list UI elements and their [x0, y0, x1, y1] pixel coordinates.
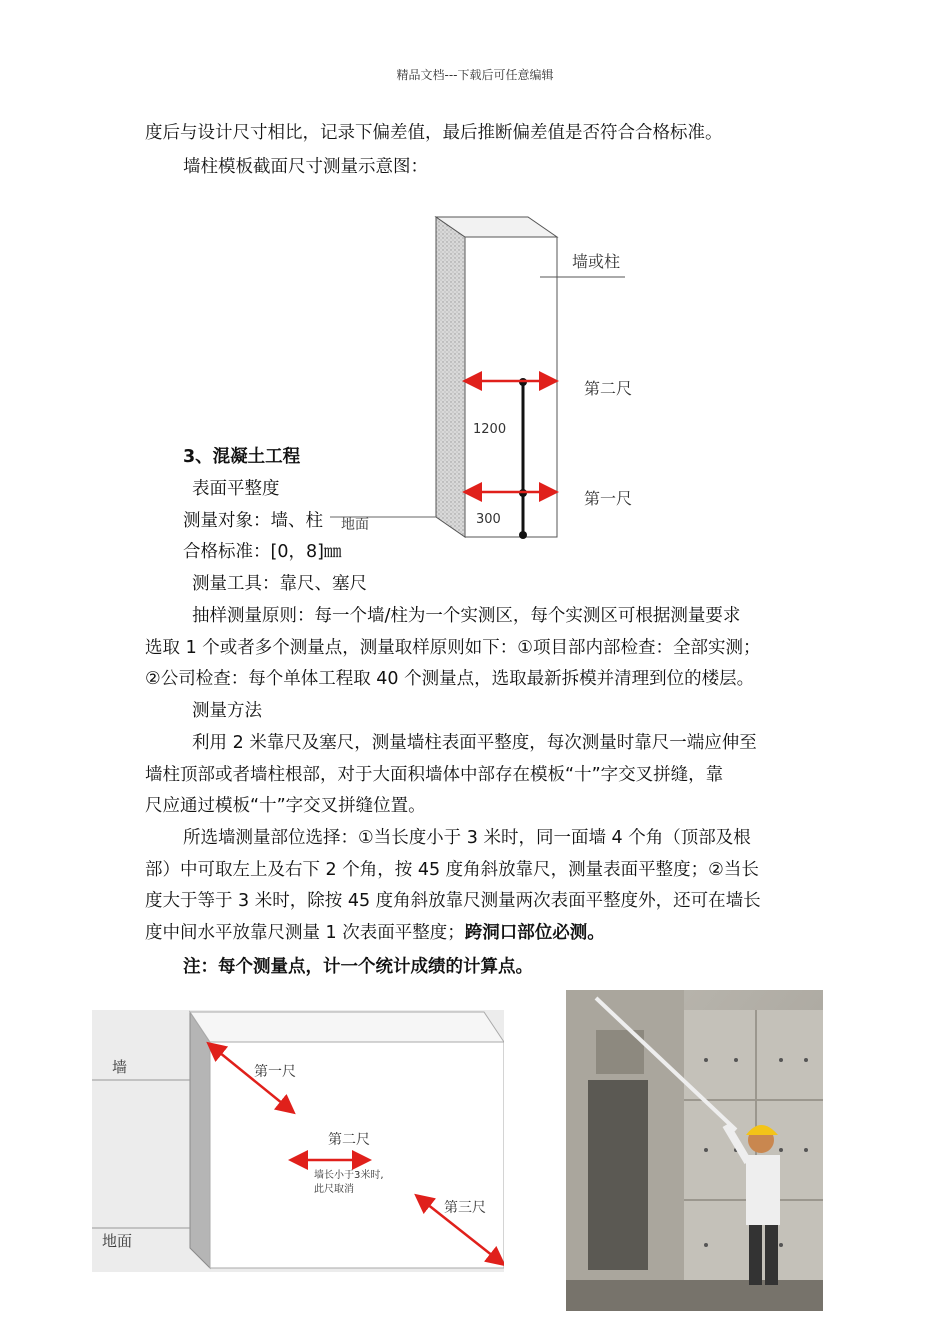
ruler2-note-line2: 此尺取消	[314, 1184, 354, 1195]
photo-illustration	[566, 990, 823, 1311]
paragraph-line: 选取 1 个或者多个测量点，测量取样原则如下：①项目部内部检查：全部实测；	[145, 638, 761, 658]
label-wall-or-column: 墙或柱	[572, 252, 621, 271]
paragraph-line: 抽样测量原则：每一个墙/柱为一个实测区，每个实测区可根据测量要求	[192, 606, 741, 626]
label-ruler3: 第三尺	[444, 1200, 486, 1216]
label-ruler1: 第一尺	[254, 1064, 296, 1080]
label-ruler1: 第一尺	[584, 489, 633, 508]
paragraph-line: 墙柱顶部或者墙柱根部，对于大面积墙体中部存在模板“十”字交叉拼缝，靠	[145, 765, 724, 785]
standard-line: 合格标准：[0，8]㎜	[183, 542, 342, 562]
object-line: 测量对象：墙、柱	[183, 511, 323, 531]
wall-column-diagram	[330, 205, 715, 565]
paragraph-line: 尺应通过模板“十”字交叉拼缝位置。	[145, 796, 426, 816]
wall-top-face	[190, 1012, 504, 1042]
label-ground: 地面	[102, 1232, 133, 1250]
worker-measuring-photo	[566, 990, 823, 1311]
paragraph-line: 利用 2 米靠尺及塞尺，测量墙柱表面平整度，每次测量时靠尺一端应伸至	[192, 733, 757, 753]
note-line: 注：每个测量点，计一个统计成绩的计算点。	[183, 957, 533, 977]
paragraph-line: ②公司检查：每个单体工程取 40 个测量点，选取最新拆模并清理到位的楼层。	[145, 669, 755, 689]
paragraph-text: 度中间水平放靠尺测量 1 次表面平整度；	[145, 923, 465, 943]
label-ruler2: 第二尺	[328, 1132, 370, 1148]
wall-face-diagram	[92, 1010, 504, 1272]
ruler2-note-line1: 墙长小于3米时,	[314, 1170, 384, 1181]
tools-line: 测量工具：靠尺、塞尺	[192, 574, 367, 594]
section-title: 3、混凝土工程	[183, 447, 301, 467]
wall-end-face	[190, 1012, 210, 1268]
sub-title: 表面平整度	[192, 479, 280, 499]
method-title: 测量方法	[192, 701, 262, 721]
figure1-caption: 墙柱模板截面尺寸测量示意图：	[183, 157, 428, 177]
paragraph-line	[145, 922, 605, 944]
paragraph-line: 度大于等于 3 米时，除按 45 度角斜放靠尺测量两次表面平整度外，还可在墙长	[145, 891, 761, 911]
dim-300: 300	[476, 512, 501, 527]
label-ruler2: 第二尺	[584, 379, 633, 398]
dim-1200: 1200	[473, 422, 507, 437]
column-side-face	[436, 217, 465, 537]
page-header: 精品文档---下载后可任意编辑	[396, 68, 554, 82]
label-ground: 地面	[341, 517, 369, 533]
label-wall: 墙	[112, 1058, 128, 1076]
paragraph-line: 度后与设计尺寸相比，记录下偏差值，最后推断偏差值是否符合合格标准。	[145, 123, 723, 143]
emphasis-text: 跨洞口部位必测。	[464, 923, 605, 943]
paragraph-line: 所选墙测量部位选择：①当长度小于 3 米时，同一面墙 4 个角（顶部及根	[183, 828, 751, 848]
paragraph-line: 部）中可取左上及右下 2 个角，按 45 度角斜放靠尺，测量表面平整度；②当长	[145, 860, 759, 880]
